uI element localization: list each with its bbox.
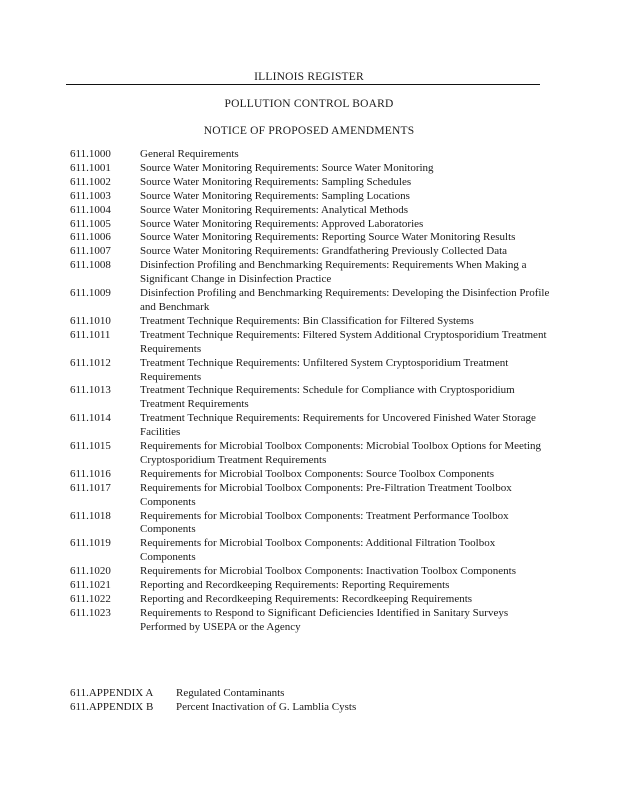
- section-title: Source Water Monitoring Requirements: Source Water Monitoring: [140, 161, 434, 174]
- section-row: [70, 357, 550, 385]
- section-number: 611.1004: [70, 203, 111, 216]
- section-number: 611.1022: [70, 593, 111, 605]
- section-number: 611.1016: [70, 467, 111, 480]
- section-title: Treatment Technique Requirements: Bin Classification for Filtered Systems: [140, 314, 474, 327]
- appendix-row: [70, 686, 550, 700]
- section-number: 611.1006: [70, 231, 111, 244]
- section-row: [70, 162, 550, 176]
- section-title: Requirements for Microbial Toolbox Components: Additional Filtration Toolbox Components: [140, 537, 496, 564]
- section-list: [70, 148, 550, 635]
- section-title: Requirements to Respond to Significant Deficiencies Identified in Sanitary Surveys Performed by USEPA or the Agency: [140, 606, 509, 633]
- appendix-list: [70, 686, 550, 714]
- appendix-number: 611.APPENDIX B: [70, 701, 154, 713]
- section-row: [70, 329, 550, 357]
- section-number: 611.1001: [70, 161, 111, 174]
- section-row: [70, 231, 550, 245]
- section-title: Requirements for Microbial Toolbox Components: Source Toolbox Components: [140, 467, 494, 480]
- section-title: Requirements for Microbial Toolbox Components: Inactivation Toolbox Components: [140, 565, 516, 578]
- section-number: 611.1009: [70, 287, 111, 300]
- section-number: 611.1010: [70, 314, 111, 327]
- section-number: 611.1005: [70, 217, 111, 230]
- board-name: POLLUTION CONTROL BOARD: [224, 98, 394, 110]
- section-number: 611.1021: [70, 579, 111, 592]
- section-title: Requirements for Microbial Toolbox Components: Microbial Toolbox Options for Meeting Cryptosporidium Treatment Requirements: [140, 440, 542, 466]
- section-number: 611.1008: [70, 259, 111, 272]
- section-row: [70, 148, 550, 162]
- header-rule: [66, 84, 540, 85]
- section-row: [70, 218, 550, 232]
- section-row: [70, 245, 550, 259]
- section-title: Requirements for Microbial Toolbox Components: Pre-Filtration Treatment Toolbox Components: [140, 481, 512, 508]
- section-title: Treatment Technique Requirements: Filtered System Additional Cryptosporidium Treatment Requirements: [140, 328, 547, 355]
- section-row: [70, 384, 550, 412]
- section-number: 611.1014: [70, 412, 111, 425]
- section-number: 611.1007: [70, 245, 111, 258]
- section-row: [70, 287, 550, 315]
- section-row: [70, 593, 550, 607]
- section-number: 611.1011: [70, 328, 111, 341]
- section-number: 611.1019: [70, 537, 111, 550]
- appendix-title: Regulated Contaminants: [176, 687, 285, 699]
- section-number: 611.1020: [70, 565, 111, 578]
- section-title: Source Water Monitoring Requirements: Sampling Schedules: [140, 175, 412, 188]
- section-row: [70, 537, 550, 565]
- section-title: Treatment Technique Requirements: Unfiltered System Cryptosporidium Treatment Requirements: [140, 356, 509, 383]
- section-row: [70, 565, 550, 579]
- section-number: 611.1000: [70, 148, 111, 160]
- section-title: Source Water Monitoring Requirements: Analytical Methods: [140, 203, 409, 216]
- section-title: Source Water Monitoring Requirements: Sampling Locations: [140, 189, 410, 202]
- section-row: [70, 468, 550, 482]
- section-row: [70, 315, 550, 329]
- section-number: 611.1012: [70, 356, 111, 369]
- section-title: Reporting and Recordkeeping Requirements: Reporting Requirements: [140, 579, 450, 592]
- section-row: [70, 176, 550, 190]
- section-title: Reporting and Recordkeeping Requirements: Recordkeeping Requirements: [140, 593, 473, 605]
- section-title: Treatment Technique Requirements: Requirements for Uncovered Finished Water Storage Facilities: [140, 412, 536, 439]
- section-number: 611.1002: [70, 175, 111, 188]
- section-row: [70, 482, 550, 510]
- section-number: 611.1017: [70, 481, 111, 494]
- notice-title: NOTICE OF PROPOSED AMENDMENTS: [203, 125, 415, 137]
- section-title: Source Water Monitoring Requirements: Approved Laboratories: [140, 217, 424, 230]
- section-row: [70, 190, 550, 204]
- section-row: [70, 440, 550, 468]
- section-row: [70, 204, 550, 218]
- appendix-title: Percent Inactivation of G. Lamblia Cysts: [176, 701, 357, 713]
- section-number: 611.1018: [70, 509, 111, 522]
- section-number: 611.1015: [70, 440, 111, 453]
- section-row: [70, 510, 550, 538]
- section-row: [70, 259, 550, 287]
- section-title: Source Water Monitoring Requirements: Grandfathering Previously Collected Data: [140, 245, 508, 258]
- section-number: 611.1023: [70, 606, 111, 619]
- appendix-row: [70, 700, 550, 714]
- section-number: 611.1003: [70, 189, 111, 202]
- register-title: ILLINOIS REGISTER: [254, 71, 364, 83]
- section-title: Source Water Monitoring Requirements: Reporting Source Water Monitoring Results: [140, 231, 516, 244]
- section-title: Disinfection Profiling and Benchmarking Requirements: Requirements When Making a Significant Change in Disinfection Practice: [140, 259, 527, 286]
- section-title: Treatment Technique Requirements: Schedule for Compliance with Cryptosporidium Treatment Requirements: [140, 384, 515, 411]
- section-title: Requirements for Microbial Toolbox Components: Treatment Performance Toolbox Components: [140, 509, 509, 536]
- section-number: 611.1013: [70, 384, 111, 397]
- section-row: [70, 412, 550, 440]
- section-title: Disinfection Profiling and Benchmarking Requirements: Developing the Disinfection Profile and Benchmark: [140, 287, 550, 313]
- section-title: General Requirements: [140, 148, 239, 160]
- appendix-number: 611.APPENDIX A: [70, 687, 154, 699]
- section-row: [70, 607, 550, 635]
- section-row: [70, 579, 550, 593]
